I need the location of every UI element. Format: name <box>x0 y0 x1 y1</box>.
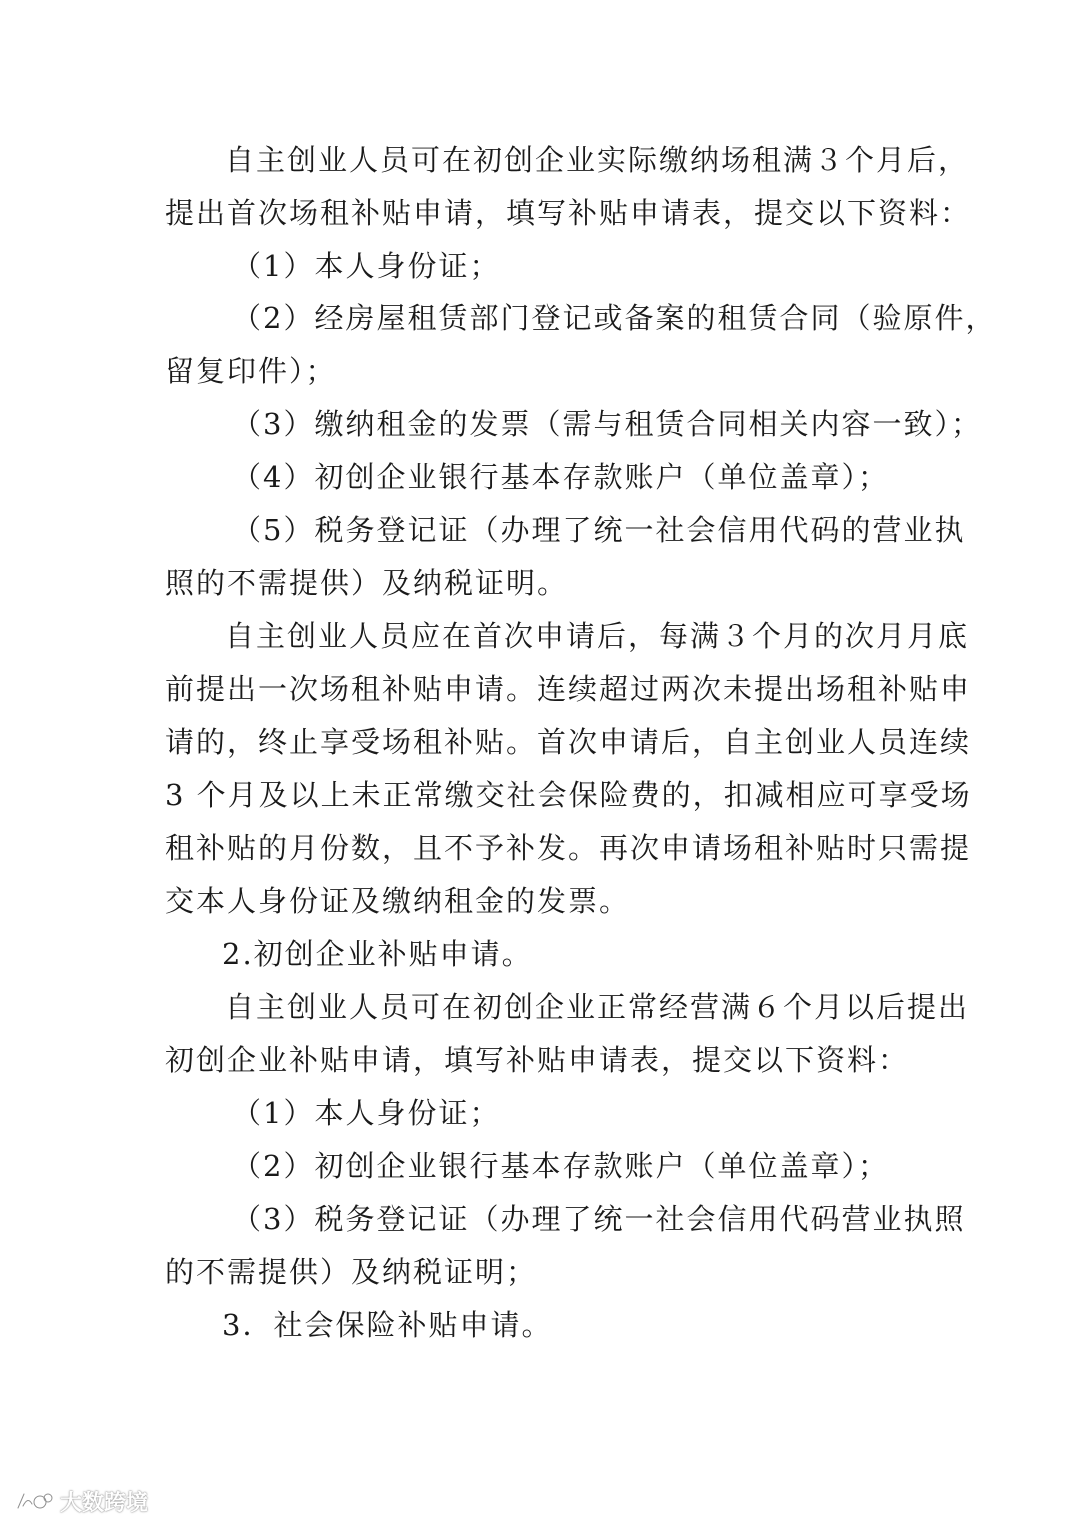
list-item-continuation: 的不需提供）及纳税证明； <box>165 1255 538 1289</box>
section-heading: 2.初创企业补贴申请。 <box>222 937 533 971</box>
list-item: （3）缴纳租金的发票（需与租赁合同相关内容一致）； <box>232 407 982 441</box>
list-item-continuation: 留复印件）； <box>165 354 337 388</box>
list-item-continuation: 照的不需提供）及纳税证明。 <box>165 566 569 600</box>
section-heading: 3．社会保险补贴申请。 <box>222 1308 553 1342</box>
paragraph-line: 自主创业人员应在首次申请后，每满３个月的次月月底 <box>225 619 970 653</box>
list-item: （1）本人身份证； <box>232 249 501 283</box>
list-item: （4）初创企业银行基本存款账户（单位盖章）； <box>232 460 889 494</box>
list-item: （2）初创企业银行基本存款账户（单位盖章）； <box>232 1149 889 1183</box>
paragraph-line: 3 个月及以上未正常缴交社会保险费的，扣减相应可享受场 <box>165 778 972 812</box>
paragraph-line: 请的，终止享受场租补贴。首次申请后，自主创业人员连续 <box>165 725 972 759</box>
paragraph-line: 自主创业人员可在初创企业实际缴纳场租满３个月后， <box>225 143 970 177</box>
list-item: （5）税务登记证（办理了统一社会信用代码的营业执 <box>232 513 966 547</box>
paragraph-line: 初创企业补贴申请，填写补贴申请表，提交以下资料： <box>165 1043 910 1077</box>
list-item: （3）税务登记证（办理了统一社会信用代码营业执照 <box>232 1202 966 1236</box>
list-item: （2）经房屋租赁部门登记或备案的租赁合同（验原件， <box>232 301 997 335</box>
list-item: （1）本人身份证； <box>232 1096 501 1130</box>
paragraph-line: 交本人身份证及缴纳租金的发票。 <box>165 884 631 918</box>
paragraph-line: 前提出一次场租补贴申请。连续超过两次未提出场租补贴申 <box>165 672 972 706</box>
paragraph-line: 提出首次场租补贴申请，填写补贴申请表，提交以下资料： <box>165 196 972 230</box>
paragraph-line: 自主创业人员可在初创企业正常经营满６个月以后提出 <box>225 990 970 1024</box>
watermark <box>14 1486 148 1516</box>
paragraph-line: 租补贴的月份数，且不予补发。再次申请场租补贴时只需提 <box>165 831 972 865</box>
watermark-text: 大数跨境 <box>60 1490 149 1516</box>
watermark-logo-icon <box>14 1488 54 1514</box>
